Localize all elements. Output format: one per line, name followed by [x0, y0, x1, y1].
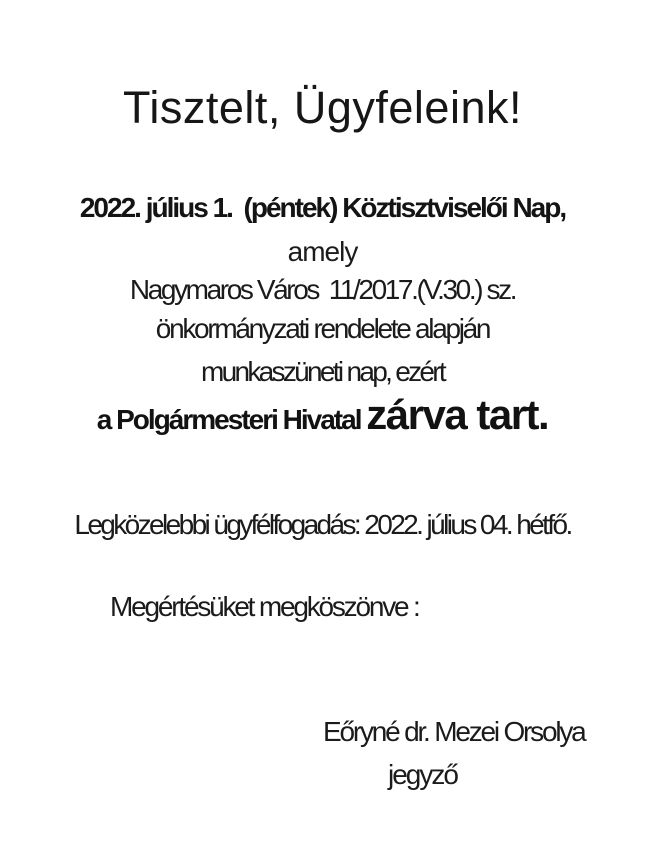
notice-title: Tisztelt, Ügyfeleink! — [123, 82, 522, 133]
notice-connector-line: amely — [287, 236, 358, 267]
notice-closed-line — [0, 391, 645, 438]
next-opening-line: Legközelebbi ügyfélfogadás: 2022. július 04. hétfő. — [74, 509, 571, 540]
notice-date-line: 2022. július 1. (péntek) Köztisztviselői Nap, — [79, 192, 566, 223]
notice-decree-line-1: Nagymaros Város 11/2017.(V.30.) sz. — [129, 274, 516, 305]
notice-reason-line: munkaszüneti nap, ezért — [201, 356, 444, 387]
thanks-line: Megértésüket megköszönve : — [110, 591, 419, 622]
signature-role: jegyző — [388, 759, 457, 790]
signature-name: Eőryné dr. Mezei Orsolya — [323, 716, 585, 747]
closed-line-emphasis: zárva tart. — [366, 391, 549, 438]
closed-line-prefix: a Polgármesteri Hivatal — [96, 404, 367, 435]
notice-decree-line-2: önkormányzati rendelete alapján — [155, 313, 490, 344]
